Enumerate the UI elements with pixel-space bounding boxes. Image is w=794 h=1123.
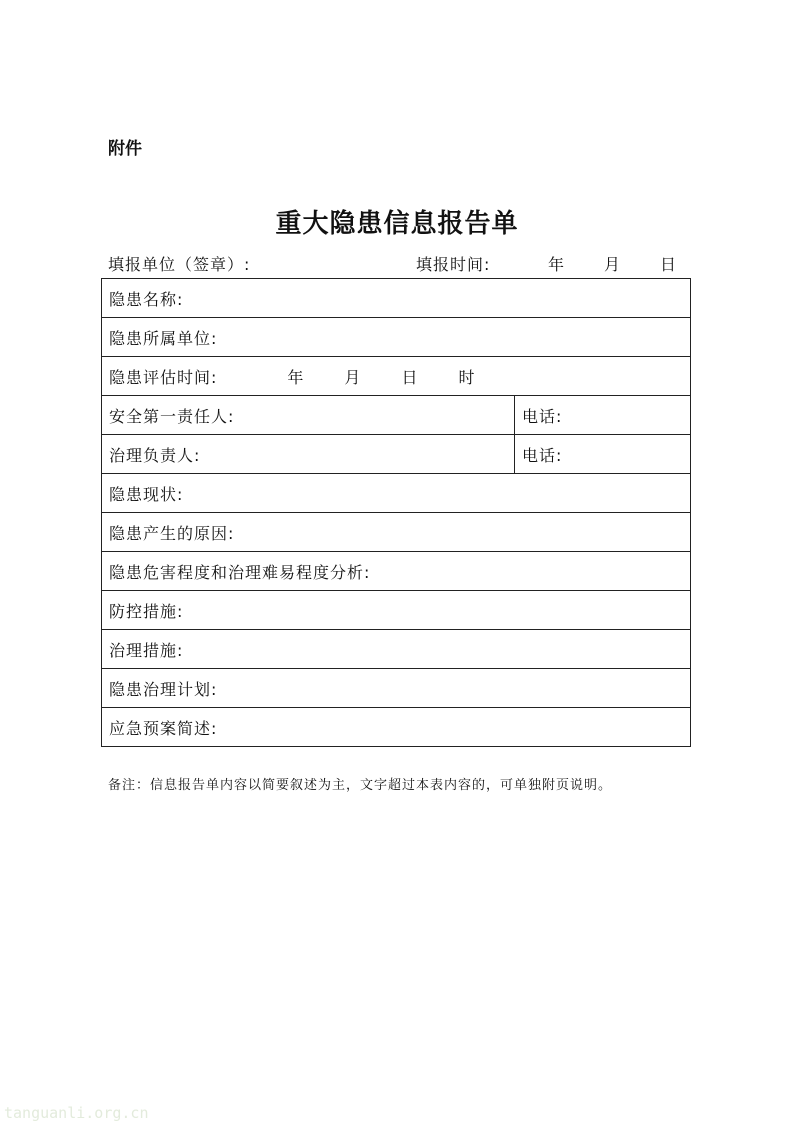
owner-unit-field[interactable]: 隐患所属单位: bbox=[102, 318, 691, 357]
attachment-label: 附件 bbox=[108, 139, 142, 159]
reporting-time-label: 填报时间: bbox=[416, 255, 491, 274]
table-row bbox=[102, 513, 691, 552]
hazard-name-field[interactable]: 隐患名称: bbox=[102, 279, 691, 318]
month-label: 月 bbox=[604, 255, 622, 274]
remark-note: 备注：信息报告单内容以简要叙述为主，文字超过本表内容的，可单独附页说明。 bbox=[108, 778, 613, 793]
safety-person-field[interactable]: 安全第一责任人: bbox=[102, 396, 515, 435]
table-row bbox=[102, 474, 691, 513]
page-title: 重大隐患信息报告单 bbox=[275, 209, 519, 239]
table-row bbox=[102, 318, 691, 357]
phone-field[interactable]: 电话: bbox=[515, 435, 691, 474]
phone-field[interactable]: 电话: bbox=[515, 396, 691, 435]
table-row bbox=[102, 708, 691, 747]
table-row bbox=[102, 435, 691, 474]
report-form-table bbox=[101, 278, 691, 747]
governance-person-field[interactable]: 治理负责人: bbox=[102, 435, 515, 474]
watermark: tanguanli.org.cn bbox=[4, 1104, 149, 1122]
table-row bbox=[102, 279, 691, 318]
emergency-plan-field[interactable]: 应急预案简述: bbox=[102, 708, 691, 747]
assessment-time-label: 隐患评估时间: bbox=[109, 367, 218, 387]
table-row bbox=[102, 630, 691, 669]
table-row bbox=[102, 591, 691, 630]
cause-field[interactable]: 隐患产生的原因: bbox=[102, 513, 691, 552]
plan-field[interactable]: 隐患治理计划: bbox=[102, 669, 691, 708]
table-row bbox=[102, 552, 691, 591]
year-label: 年 bbox=[548, 255, 566, 274]
day-label: 日 bbox=[660, 255, 678, 274]
analysis-field[interactable]: 隐患危害程度和治理难易程度分析: bbox=[102, 552, 691, 591]
assessment-time-field[interactable] bbox=[102, 357, 691, 396]
day-label: 日 bbox=[401, 367, 419, 387]
governance-measures-field[interactable]: 治理措施: bbox=[102, 630, 691, 669]
hour-label: 时 bbox=[458, 367, 476, 387]
table-row bbox=[102, 396, 691, 435]
status-field[interactable]: 隐患现状: bbox=[102, 474, 691, 513]
table-row bbox=[102, 357, 691, 396]
prevention-field[interactable]: 防控措施: bbox=[102, 591, 691, 630]
table-row bbox=[102, 669, 691, 708]
year-label: 年 bbox=[287, 367, 305, 387]
month-label: 月 bbox=[344, 367, 362, 387]
reporting-unit-label: 填报单位（签章）: bbox=[108, 255, 251, 274]
